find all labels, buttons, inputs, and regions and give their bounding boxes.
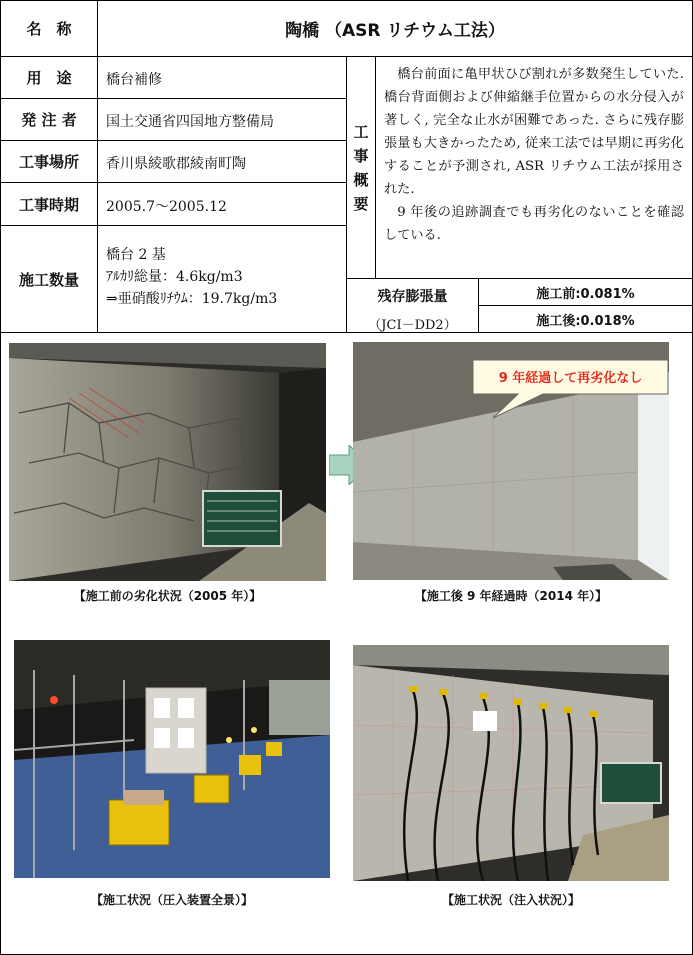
- overview-text: [375, 56, 693, 279]
- client-value: 国土交通省四国地方整備局: [97, 98, 347, 141]
- period-value: 2005.7～2005.12: [97, 182, 347, 226]
- quantity-line-1: 橋台 2 基: [106, 247, 166, 263]
- use-value: 橋台補修: [97, 56, 347, 99]
- period-label: 工事時期: [0, 182, 98, 226]
- quantity-line-3: ⇒亜硝酸ﾘﾁｳﾑ：19.7kg/m3: [106, 291, 278, 307]
- overview-paragraph-2: 9 年後の追跡調査でも再劣化のないことを確認している.: [384, 205, 684, 243]
- project-title: 陶橋 （ASR リチウム工法）: [97, 0, 693, 57]
- photo-before-deterioration: [9, 343, 326, 581]
- expansion-after: 施工後:0.018%: [478, 305, 693, 333]
- expansion-label-2: （JCI－DD2）: [368, 318, 457, 333]
- quantity-label: 施工数量: [0, 225, 98, 333]
- photo-injection-work: [353, 645, 669, 881]
- expansion-label: [346, 278, 479, 333]
- callout-text: 9 年経過して再劣化なし: [498, 371, 643, 386]
- overview-label-char-3: 概: [353, 170, 369, 189]
- quantity-line-2: ｱﾙｶﾘ総量：4.6kg/m3: [106, 269, 243, 285]
- site-value: 香川県綾歌郡綾南町陶: [97, 140, 347, 183]
- overview-paragraph-1: 橋台前面に亀甲状ひび割れが多数発生していた. 橋台背面側および伸縮継手位置からの水分侵入が著しく, 完全な止水が困難であった. さらに残存膨張量も大きかったため, 従来工法では早期に再劣化することが予測され, ASR リチウム工法が採用された.: [384, 67, 684, 197]
- name-label: 名 称: [0, 0, 98, 57]
- expansion-label-1: 残存膨張量: [377, 289, 448, 305]
- client-label: 発 注 者: [0, 98, 98, 141]
- overview-label-char-1: 工: [353, 122, 369, 141]
- caption-injection-work: 【施工状況（注入状況）】: [441, 893, 580, 907]
- expansion-before: 施工前:0.081%: [478, 278, 693, 306]
- caption-before-deterioration: 【施工前の劣化状況（2005 年）】: [73, 589, 262, 603]
- caption-after-nine-years: 【施工後 9 年経過時（2014 年）】: [414, 589, 608, 603]
- quantity-value: [97, 225, 347, 333]
- overview-label-char-2: 事: [353, 146, 369, 165]
- photo-injection-equipment: [14, 640, 330, 878]
- overview-label: [346, 56, 376, 279]
- caption-injection-equipment: 【施工状況（圧入装置全景）】: [90, 893, 253, 907]
- photo-after-nine-years: [353, 342, 669, 580]
- site-label: 工事場所: [0, 140, 98, 183]
- overview-label-char-4: 要: [353, 194, 369, 213]
- use-label: 用 途: [0, 56, 98, 99]
